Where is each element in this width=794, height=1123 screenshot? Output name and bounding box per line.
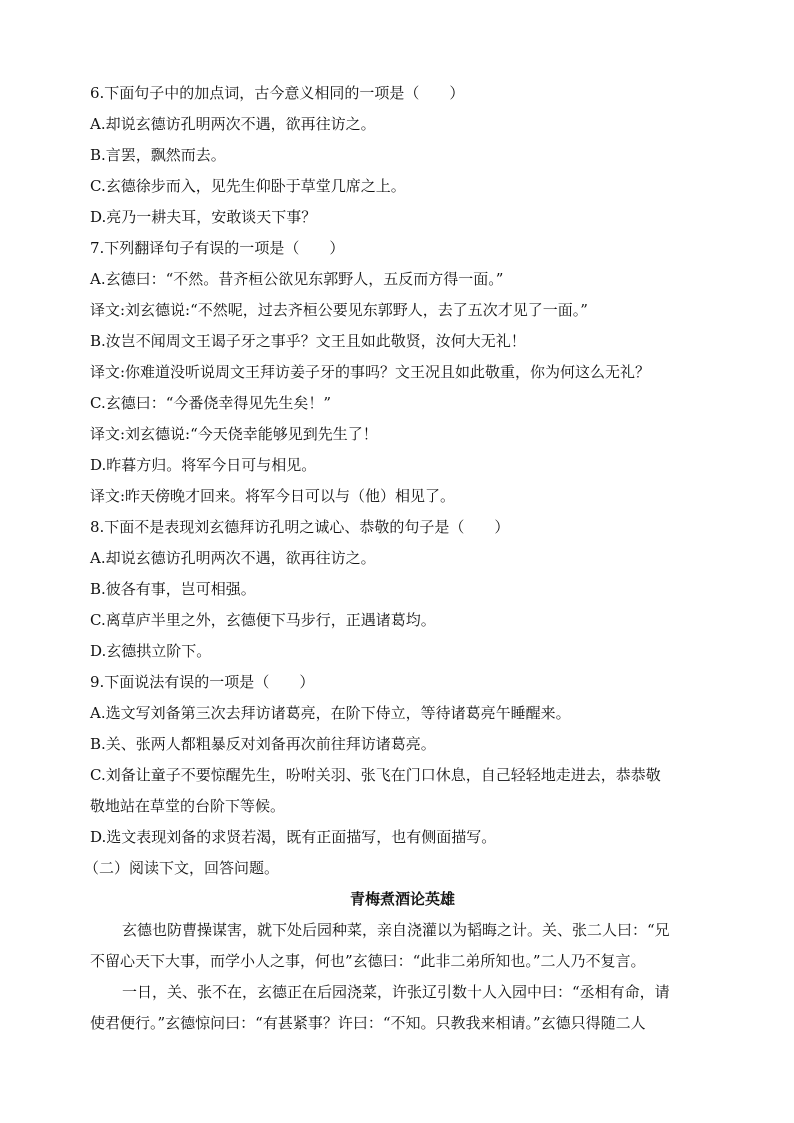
question-8-option-a: A.却说玄德访孔明两次不遇，欲再往访之。 [90,549,376,567]
passage-title: 青梅煮酒论英雄 [349,890,455,908]
question-9-option-c-line-1: C.刘备让童子不要惊醒先生，吩咐关羽、张飞在门口休息，自己轻轻地走进去，恭恭敬 [90,766,661,784]
question-7-option-d: D.昨暮方归。将军今日可与相见。 [90,456,317,474]
question-7-option-c: C.玄德曰：“今番侥幸得见先生矣！” [90,394,332,412]
question-7-option-d-translation: 译文:昨天傍晚才回来。将军今日可以与（他）相见了。 [90,487,456,505]
passage-paragraph-2-line-1: 一日，关、张不在，玄德正在后园浇菜，许张辽引数十人入园中曰：“丞相有命，请 [122,983,670,1001]
question-9-stem: 9.下面说法有误的一项是（ ） [90,673,315,691]
question-6-option-c: C.玄德徐步而入，见先生仰卧于草堂几席之上。 [90,177,406,195]
question-8-stem: 8.下面不是表现刘玄德拜访孔明之诚心、恭敬的句子是（ ） [90,518,510,536]
question-9-option-a: A.选文写刘备第三次去拜访诸葛亮，在阶下侍立，等待诸葛亮午睡醒来。 [90,704,571,722]
question-9-option-c-line-2: 敬地站在草堂的台阶下等候。 [90,797,286,815]
passage-paragraph-1-line-2: 不留心天下大事，而学小人之事，何也”玄德曰：“此非二弟所知也。”二人乃不复言。 [90,952,646,970]
question-7-option-c-translation: 译文:刘玄德说:“今天侥幸能够见到先生了！ [90,425,378,443]
question-7-stem: 7.下列翻译句子有误的一项是（ ） [90,239,345,257]
question-6-option-a: A.却说玄德访孔明两次不遇，欲再往访之。 [90,115,376,133]
question-9-option-b: B.关、张两人都粗暴反对刘备再次前往拜访诸葛亮。 [90,735,436,753]
question-8-option-d: D.玄德拱立阶下。 [90,642,212,660]
question-7-option-b-translation: 译文:你难道没听说周文王拜访姜子牙的事吗？文王况且如此敬重，你为何这么无礼？ [90,363,651,381]
question-6-option-b: B.言罢，飘然而去。 [90,146,226,164]
question-7-option-a: A.玄德曰：“不然。昔齐桓公欲见东郭野人，五反而方得一面。” [90,270,504,288]
document-content [84,78,715,1039]
question-6-stem: 6.下面句子中的加点词，古今意义相同的一项是（ ） [90,84,465,102]
question-6-option-d: D.亮乃一耕夫耳，安敢谈天下事？ [90,208,317,226]
question-8-option-b: B.彼各有事，岂可相强。 [90,580,256,598]
question-7-option-a-translation: 译文:刘玄德说:“不然呢，过去齐桓公要见东郭野人，去了五次才见了一面。” [90,301,588,319]
section-2-heading: （二）阅读下文，回答问题。 [84,859,280,877]
passage-paragraph-2-line-2: 使君便行。”玄德惊问曰：“有甚紧事？许曰：“不知。只教我来相请。”玄德只得随二人 [90,1014,646,1032]
question-8-option-c: C.离草庐半里之外，玄德便下马步行，正遇诸葛均。 [90,611,436,629]
question-9-option-d: D.选文表现刘备的求贤若渴，既有正面描写，也有侧面描写。 [90,828,497,846]
passage-paragraph-1-line-1: 玄德也防曹操谋害，就下处后园种菜，亲自浇灌以为韬晦之计。关、张二人曰：“兄 [122,921,670,939]
question-7-option-b: B.汝岂不闻周文王谒子牙之事乎？文王且如此敬贤，汝何大无礼！ [90,332,526,350]
